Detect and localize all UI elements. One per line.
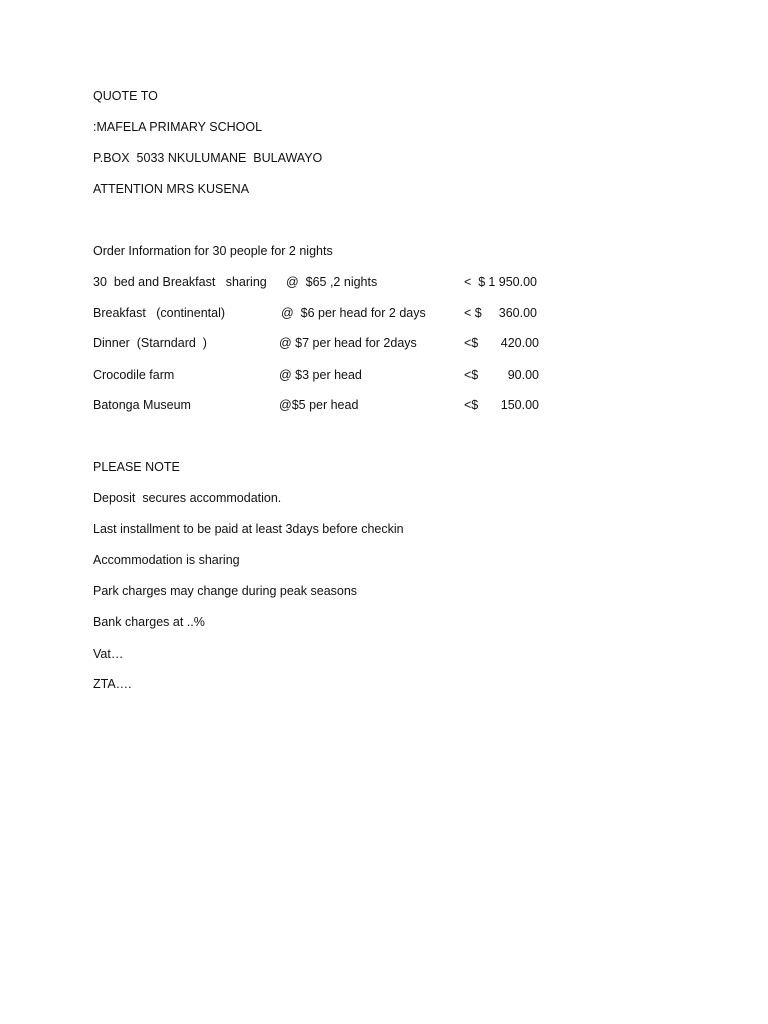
order-item-name: Dinner (Starndard ) bbox=[93, 336, 207, 350]
order-item-name: 30 bed and Breakfast sharing bbox=[93, 275, 267, 289]
order-item-rate: @ $3 per head bbox=[279, 368, 362, 382]
order-item-name: Crocodile farm bbox=[93, 368, 175, 382]
quote-heading: QUOTE TO bbox=[93, 89, 158, 103]
order-item-currency: <$ bbox=[464, 398, 479, 412]
order-row-crocodile-farm bbox=[93, 367, 553, 383]
school-address: P.BOX 5033 NKULUMANE BULAWAYO bbox=[93, 151, 323, 165]
order-row-dinner bbox=[93, 335, 553, 351]
notes-heading: PLEASE NOTE bbox=[93, 460, 180, 474]
order-item-amount: 90.00 bbox=[507, 368, 539, 382]
note-item-zta: ZTA…. bbox=[93, 677, 132, 691]
note-item-deposit: Deposit secures accommodation. bbox=[93, 491, 282, 505]
attention-line: ATTENTION MRS KUSENA bbox=[93, 182, 250, 196]
order-item-amount: 360.00 bbox=[498, 306, 537, 320]
order-item-currency: < $ bbox=[464, 275, 486, 289]
order-item-currency: < $ bbox=[464, 306, 482, 320]
order-intro: Order Information for 30 people for 2 nights bbox=[93, 244, 333, 258]
order-item-rate: @ $6 per head for 2 days bbox=[281, 306, 426, 320]
order-item-amount: 1 950.00 bbox=[488, 275, 537, 289]
note-item-bank-charges: Bank charges at ..% bbox=[93, 615, 205, 629]
order-item-amount: 150.00 bbox=[500, 398, 539, 412]
order-row-batonga-museum bbox=[93, 397, 553, 413]
order-item-currency: <$ bbox=[464, 336, 479, 350]
order-item-amount: 420.00 bbox=[500, 336, 539, 350]
note-item-last-installment: Last installment to be paid at least 3days before checkin bbox=[93, 522, 404, 536]
order-item-rate: @ $65 ,2 nights bbox=[286, 275, 378, 289]
order-item-rate: @ $7 per head for 2days bbox=[279, 336, 417, 350]
note-item-accommodation-sharing: Accommodation is sharing bbox=[93, 553, 240, 567]
school-name: :MAFELA PRIMARY SCHOOL bbox=[93, 120, 263, 134]
order-item-rate: @$5 per head bbox=[279, 398, 359, 412]
note-item-park-charges: Park charges may change during peak seasons bbox=[93, 584, 358, 598]
order-item-currency: <$ bbox=[464, 368, 479, 382]
order-row-bed-breakfast bbox=[93, 274, 553, 290]
note-item-vat: Vat… bbox=[93, 647, 124, 661]
order-row-breakfast bbox=[93, 305, 553, 321]
order-item-name: Breakfast (continental) bbox=[93, 306, 226, 320]
order-item-name: Batonga Museum bbox=[93, 398, 191, 412]
